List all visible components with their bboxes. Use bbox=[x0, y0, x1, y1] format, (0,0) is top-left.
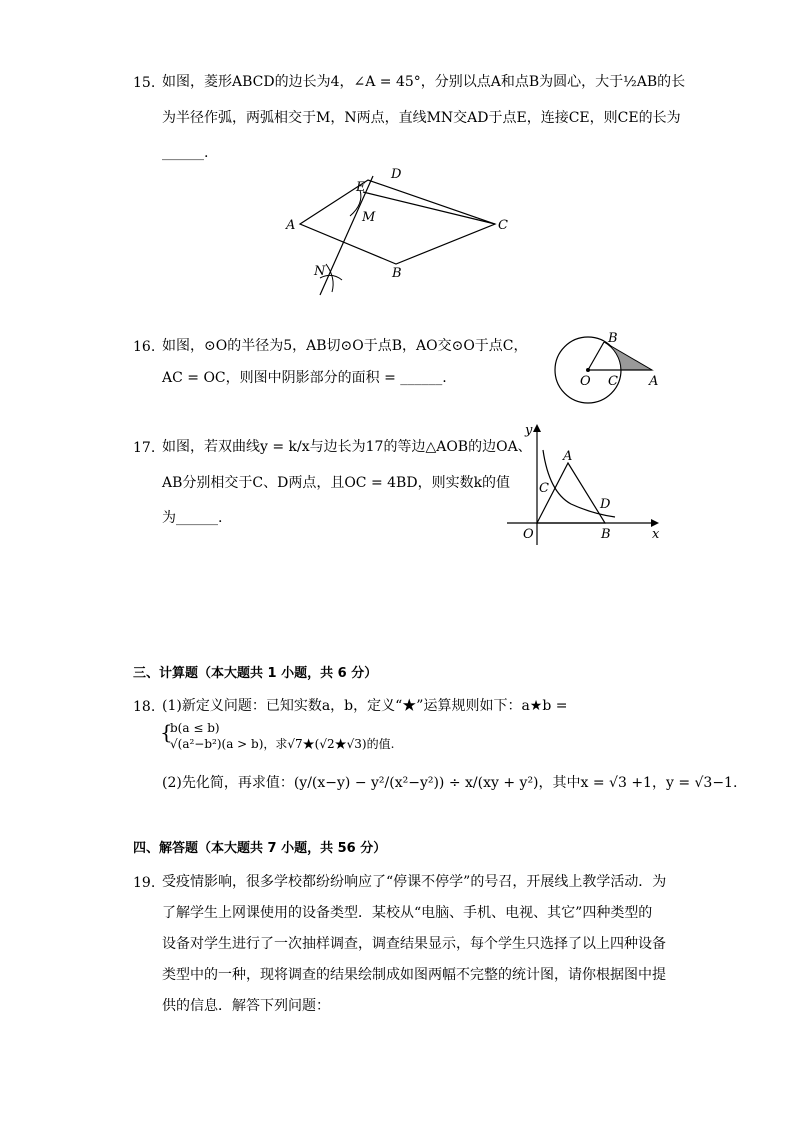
shaded-region bbox=[604, 342, 652, 370]
center-o-dot bbox=[586, 368, 590, 372]
label-a: A bbox=[286, 218, 296, 233]
label-d: D bbox=[391, 167, 402, 182]
q17-text-line-1: 如图，若双曲线y = k/x与边长为17的等边△AOB的边OA、 bbox=[162, 439, 532, 455]
q16-number: 16. bbox=[133, 339, 156, 355]
label-n: N bbox=[314, 264, 326, 279]
label-c: C bbox=[498, 218, 508, 233]
label-m: M bbox=[362, 210, 376, 225]
q18-part2: (2)先化简，再求值：(y/(x−y) − y²/(x²−y²)) ÷ x/(xy + y²)，其中x = √3 +1，y = √3−1. bbox=[162, 775, 738, 791]
q15-text-line-1: 如图，菱形ABCD的边长为4，∠A = 45°，分别以点A和点B为圆心，大于½AB的长 bbox=[162, 74, 686, 90]
label-o: O bbox=[523, 527, 534, 542]
section-4-heading: 四、解答题（本大题共 7 小题，共 56 分） bbox=[133, 841, 387, 856]
label-y: y bbox=[525, 423, 533, 438]
segment-ec bbox=[363, 192, 495, 224]
segment-ob bbox=[588, 342, 604, 370]
q18-case-1: b(a ≤ b) bbox=[170, 721, 220, 735]
label-o: O bbox=[580, 374, 591, 389]
q18-part1-line: (1)新定义问题：已知实数a，b，定义“★”运算规则如下：a★b = bbox=[162, 698, 568, 714]
q19-number: 19. bbox=[133, 875, 156, 891]
y-axis-arrow bbox=[533, 424, 541, 432]
label-x: x bbox=[652, 527, 660, 542]
q15-number: 15. bbox=[133, 75, 156, 91]
q17-hyperbola-figure bbox=[505, 420, 665, 550]
label-a: A bbox=[563, 449, 573, 464]
q15-text-line-2: 为半径作弧，两弧相交于M，N两点，直线MN交AD于点E，连接CE，则CE的长为 bbox=[162, 110, 681, 126]
q19-text-line-5: 供的信息．解答下列问题： bbox=[162, 998, 330, 1014]
q18-brace: { bbox=[160, 720, 173, 744]
q19-text-line-4: 类型中的一种，现将调查的结果绘制成如图两幅不完整的统计图，请你根据图中提 bbox=[162, 967, 666, 983]
label-c: C bbox=[539, 481, 549, 496]
label-c: C bbox=[608, 374, 618, 389]
label-b: B bbox=[608, 331, 618, 346]
q17-answer-blank: 为______. bbox=[162, 510, 223, 526]
q18-number: 18. bbox=[133, 699, 156, 715]
label-b: B bbox=[601, 527, 611, 542]
label-a: A bbox=[649, 374, 659, 389]
q16-circle-figure bbox=[548, 325, 668, 415]
rhombus-abcd bbox=[300, 180, 495, 264]
q19-text-line-3: 设备对学生进行了一次抽样调查，调查结果显示，每个学生只选择了以上四种设备 bbox=[162, 936, 666, 952]
q16-text-line-2: AC = OC，则图中阴影部分的面积 = ______. bbox=[162, 370, 447, 386]
q17-number: 17. bbox=[133, 440, 156, 456]
q19-text-line-2: 了解学生上网课使用的设备类型．某校从“电脑、手机、电视、其它”四种类型的 bbox=[162, 905, 653, 921]
q15-rhombus-figure bbox=[280, 160, 520, 300]
q17-text-line-2: AB分别相交于C、D两点，且OC = 4BD，则实数k的值 bbox=[162, 475, 511, 491]
label-b: B bbox=[392, 266, 402, 281]
label-e: E bbox=[356, 180, 366, 195]
q18-case-2: √(a²−b²)(a > b)，求√7★(√2★√3)的值. bbox=[170, 737, 395, 751]
q19-text-line-1: 受疫情影响，很多学校都纷纷响应了“停课不停学”的号召，开展线上教学活动．为 bbox=[162, 874, 667, 890]
q16-text-line-1: 如图，⊙O的半径为5，AB切⊙O于点B，AO交⊙O于点C， bbox=[162, 338, 528, 354]
label-d: D bbox=[600, 497, 611, 512]
q15-answer-blank: ______. bbox=[162, 145, 209, 161]
section-3-heading: 三、计算题（本大题共 1 小题，共 6 分） bbox=[133, 666, 378, 681]
x-axis-arrow bbox=[651, 519, 659, 527]
